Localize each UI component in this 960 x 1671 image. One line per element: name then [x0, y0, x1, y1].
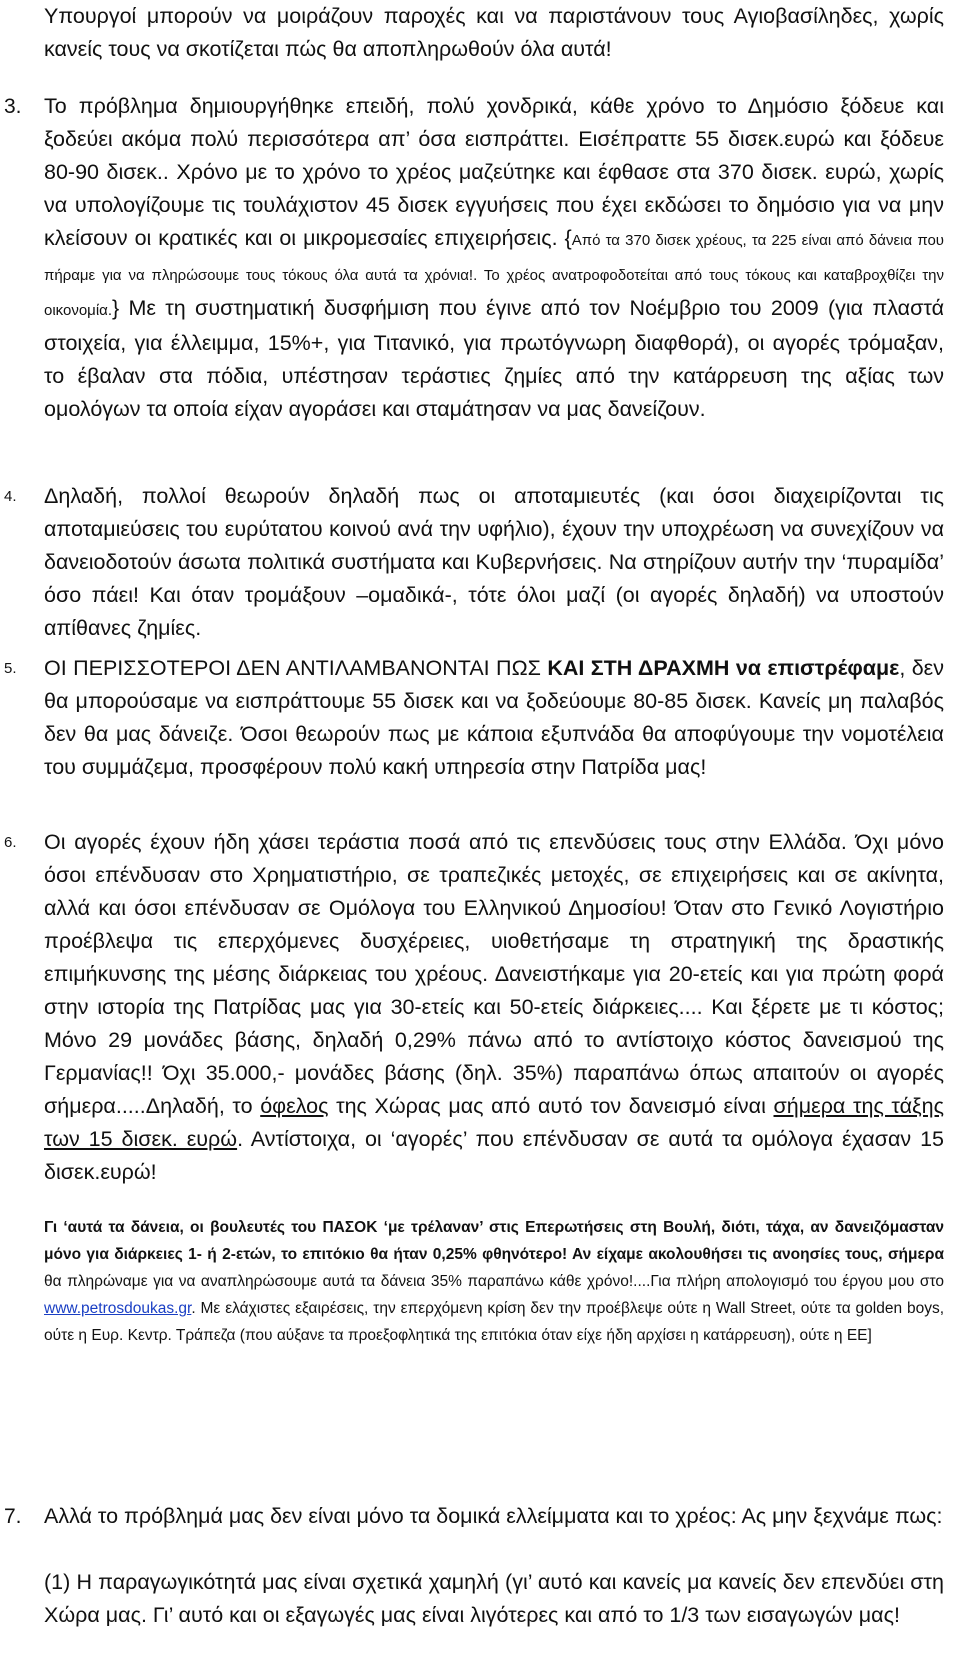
item-3-text-a: Το πρόβλημα δημιουργήθηκε επειδή, πολύ χονδρικά, κάθε χρόνο το Δημόσιο ξόδευε και ξοδεύει ακόμα πολύ περισσότερα απ’ όσα εισπράττει. Εισέπραττε 55 δισεκ.ευρώ και ξόδευε 80-90 δισεκ.. Χρόνο με το χρόνο το χρέος μαζεύτηκε και έφθασε στα 370 δισεκ. ευρώ, χωρίς να υπολογίζουμε τις τουλάχιστον 45 δισεκ εγγυήσεις που έχει εκδώσει το δημόσιο για να μην κλείσουν οι κρατικές και οι μικρομεσαίες επιχειρήσεις. {	[44, 94, 944, 250]
note-bold: Γι ‘αυτά τα δάνεια, οι βουλευτές του ΠΑΣΟΚ ‘με τρέλαναν’ στις Επερωτήσεις στη Βουλή, διότι, τάχα, αν δανειζόμασταν μόνο για διάρκειες 1- ή 2-ετών, το επιτόκιο θα ήταν 0,25% φθηνότερο! Αν είχαμε ακολουθήσει τις ανοησίες τους, σήμερα	[44, 1219, 944, 1263]
note-text-b: . Με ελάχιστες εξαιρέσεις, την επερχόμενη κρίση δεν την προέβλεψε ούτε η Wall Street, ούτε τα golden boys, ούτε η Ευρ. Κεντρ. Τράπεζα (που αύξανε τα προεξοφλητικά της επιτόκια όταν είχε ήδη αρχίσει η κατάρρευση), ούτε η ΕΕ]	[44, 1300, 944, 1344]
item-7-paragraph-a: Αλλά το πρόβλημά μας δεν είναι μόνο τα δομικά ελλείμματα και το χρέος: Ας μην ξεχνάμε πως:	[44, 1504, 943, 1528]
item-6-number: 6.	[4, 834, 17, 851]
item-3-aside: Από τα 370 δισεκ χρέους, τα 225 είναι από δάνεια που πήραμε για να πληρώσουμε τους τόκους όλα αυτά τα χρόνια!. Το χρέος ανατροφοδοτείται από τους τόκους και καταβροχθίζει την οικονομία.	[44, 232, 944, 319]
item-5-paragraph	[44, 652, 944, 784]
note-paragraph	[44, 1214, 944, 1349]
item-6-text-b: της Χώρας μας από αυτό τον δανεισμό είναι	[328, 1094, 774, 1118]
item-6-underline-benefit: όφελος	[260, 1094, 329, 1118]
item-5-text-b: , δεν θα μπορούσαμε να εισπράττουμε 55 δισεκ και να ξοδεύουμε 80-85 δισεκ. Κανείς μη παλαβός δεν θα μας δάνειζε. Όσοι θεωρούν πως με κάποια εξυπνάδα θα αποφύγουμε την νομοτέλεια του συμμάζεμα, προσφέρουν πολύ κακή υπηρεσία στην Πατρίδα μας!	[44, 656, 945, 779]
item-6-underline-amount: σήμερα της τάξης των 15 δισεκ. ευρώ	[44, 1094, 945, 1151]
item-6-paragraph	[44, 826, 944, 1189]
item-3-text-b: } Με τη συστηματική δυσφήμιση που έγινε από τον Νοέμβριο του 2009 (για πλαστά στοιχεία, για έλλειμμα, 15%+, για Τιτανικό, για πρωτόγνωρη διαφθορά), οι αγορές τρόμαξαν, το έβαλαν στα πόδια, υπέστησαν τεράστιες ζημίες από την κατάρρευση της αξίας των ομολόγων τα οποία είχαν αγοράσει και σταμάτησαν να μας δανείζουν.	[44, 296, 944, 421]
item-4-number: 4.	[4, 488, 17, 505]
item-6-text-a: Οι αγορές έχουν ήδη χάσει τεράστια ποσά από τις επενδύσεις τους στην Ελλάδα. Όχι μόνο όσοι επένδυσαν στο Χρηματιστήριο, σε τραπεζικές μετοχές, σε επιχειρήσεις και σε ακίνητα, αλλά και όσοι επένδυσαν σε Ομόλογα του Ελληνικού Δημοσίου! Όταν στο Γενικό Λογιστήριο προέβλεψα τις επερχόμενες δυσχέρειες, υιοθετήσαμε τη στρατηγική της δραστικής επιμήκυνσης της μέσης διάρκειας του χρέους. Δανειστήκαμε για 20-ετείς και για πρώτη φορά στην ιστορία της Πατρίδας μας για 30-ετείς και 50-ετείς διάρκειες.... Και ξέρετε με τι κόστος; Μόνο 29 μονάδες βάσης, δηλαδή 0,29% πάνω από το αντίστοιχο κόστος δανεισμού της Γερμανίας!! Όχι 35.000,- μονάδες βάσης (δηλ. 35%) παραπάνω όπως απαιτούν οι αγορές σήμερα.....Δηλαδή, το	[44, 830, 944, 1118]
note-text-a: θα πληρώναμε για να αναπληρώσουμε αυτά τα δάνεια 35% παραπάνω κάθε χρόνο!....Για πλήρη απολογισμό του έργου μου στο	[44, 1273, 944, 1290]
item-5-bold: ΚΑΙ ΣΤΗ ΔΡΑΧΜΗ να επιστρέφαμε	[547, 656, 900, 680]
item-7-number: 7.	[4, 1505, 22, 1528]
item-6-text-c: . Αντίστοιχα, οι ‘αγορές’ που επένδυσαν σε αυτά τα ομόλογα έχασαν 15 δισεκ.ευρώ!	[44, 1127, 945, 1184]
item-3-number: 3.	[4, 95, 22, 118]
item-3-paragraph	[44, 90, 944, 426]
intro-paragraph: Υπουργοί μπορούν να μοιράζουν παροχές και να παριστάνουν τους Αγιοβασίληδες, χωρίς κανείς τους να σκοτίζεται πώς θα αποπληρωθούν όλα αυτά!	[44, 4, 944, 61]
item-7-paragraph-b: (1) Η παραγωγικότητά μας είναι σχετικά χαμηλή (γι’ αυτό και κανείς μα κανείς δεν επενδύει στη Χώρα μας. Γι’ αυτό και οι εξαγωγές μας είναι λιγότερες και από το 1/3 των εισαγωγών μας!	[44, 1570, 944, 1627]
item-5-text-a: ΟΙ ΠΕΡΙΣΣΟΤΕΡΟΙ ΔΕΝ ΑΝΤΙΛΑΜΒΑΝΟΝΤΑΙ ΠΩΣ	[44, 656, 548, 680]
item-5-number: 5.	[4, 660, 17, 677]
item-4-paragraph: Δηλαδή, πολλοί θεωρούν δηλαδή πως οι αποταμιευτές (και όσοι διαχειρίζονται τις αποταμιεύσεις του ευρύτατου κοινού ανά την υφήλιο), έχουν την υποχρέωση να συνεχίζουν να δανειοδοτούν άσωτα πολιτικά συστήματα και Κυβερνήσεις. Να στηρίζουν αυτήν την ‘πυραμίδα’ όσο πάει! Και όταν τρομάξουν –ομαδικά-, τότε όλοι μαζί (οι αγορές δηλαδή) να υποστούν απίθανες ζημίες.	[44, 484, 944, 640]
website-link[interactable]: www.petrosdoukas.gr	[44, 1300, 192, 1317]
